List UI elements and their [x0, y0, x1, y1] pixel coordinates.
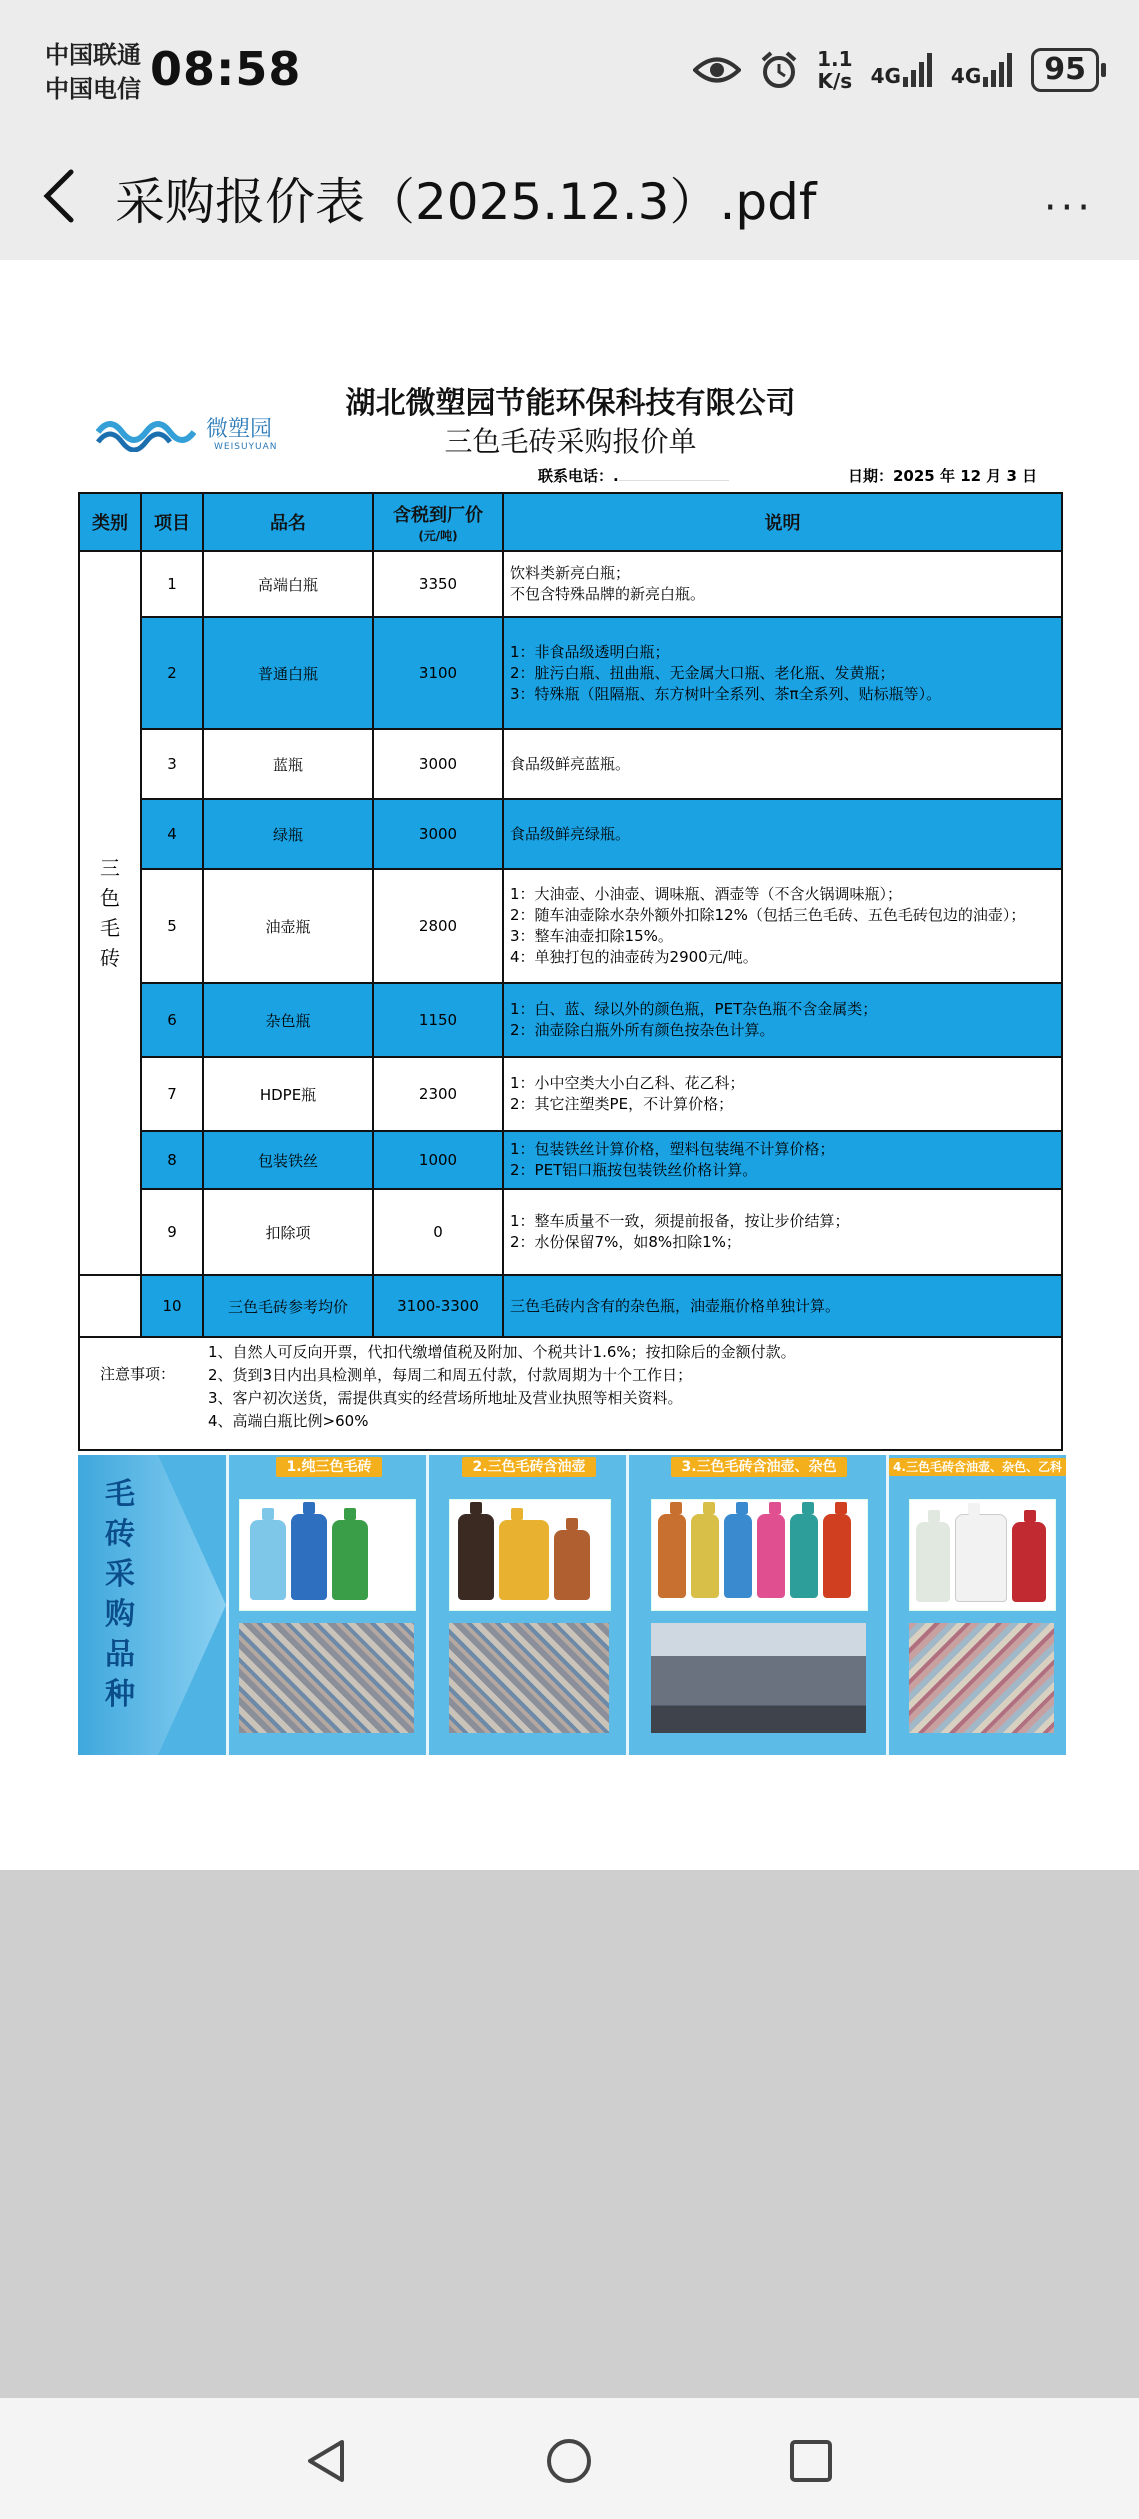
bottle	[658, 1514, 686, 1598]
table-row	[79, 869, 1062, 983]
row-desc	[503, 799, 1062, 869]
bottle	[291, 1514, 327, 1600]
empty-category-cell	[79, 1275, 141, 1337]
desc-line: 3：整车油壶扣除15%。	[510, 927, 673, 945]
desc-line: 2：其它注塑类PE，不计算价格；	[510, 1095, 734, 1113]
row-desc: 三色毛砖内含有的杂色瓶，油壶瓶价格单独计算。	[503, 1275, 1062, 1337]
desc-line: 1：大油壶、小油壶、调味瓶、酒壶等（不含火锅调味瓶）；	[510, 885, 903, 903]
desc-line: 食品级鲜亮蓝瓶。	[510, 754, 631, 773]
home-nav-icon[interactable]	[544, 2436, 594, 2486]
notes-list	[208, 1341, 796, 1433]
panel-title	[429, 1455, 629, 1479]
panel-title-text: 3.三色毛砖含油壶、杂色	[671, 1457, 846, 1477]
category-char: 砖	[100, 946, 120, 970]
form-title: 三色毛砖采购报价单	[444, 425, 697, 458]
net-speed	[817, 48, 852, 92]
company-name: 湖北微塑园节能环保科技有限公司	[345, 386, 796, 421]
net-speed-value: 1.1	[817, 47, 853, 71]
carrier-1: 中国联通	[45, 41, 141, 69]
status-bar	[0, 0, 1139, 130]
row-no: 3	[141, 729, 203, 799]
back-nav-icon[interactable]	[302, 2436, 352, 2486]
row-name: 三色毛砖参考均价	[203, 1275, 373, 1337]
category-cell	[79, 551, 141, 1275]
notes-section	[78, 1335, 1063, 1451]
banner-label-area	[78, 1455, 226, 1755]
net-type-1: 4G	[870, 64, 901, 88]
logo-subtext: WEISUYUAN	[214, 442, 278, 452]
mixed-bottles-photo	[651, 1499, 868, 1611]
alarm-icon	[759, 50, 799, 90]
row-desc	[503, 729, 1062, 799]
banner-char: 种	[105, 1677, 135, 1712]
row-name: 绿瓶	[203, 799, 373, 869]
app-title-bar	[0, 130, 1139, 260]
note-item: 2、货到3日内出具检测单，每周二和周五付款，付款周期为十个工作日；	[208, 1366, 693, 1384]
row-name: 扣除项	[203, 1189, 373, 1275]
row-no: 1	[141, 551, 203, 617]
carrier-info	[45, 38, 141, 106]
banner-char: 砖	[105, 1517, 135, 1552]
row-desc	[503, 1189, 1062, 1275]
net-type-2: 4G	[950, 64, 982, 88]
row-desc	[503, 617, 1062, 729]
desc-line: 2：油壶除白瓶外所有颜色按杂色计算。	[510, 1021, 775, 1039]
row-name: HDPE瓶	[203, 1057, 373, 1131]
row-no: 7	[141, 1057, 203, 1131]
status-icons	[693, 48, 1099, 92]
header-name: 品名	[203, 493, 373, 551]
row-name: 杂色瓶	[203, 983, 373, 1057]
desc-line: 1：非食品级透明白瓶；	[510, 642, 670, 661]
row-desc	[503, 869, 1062, 983]
category-label	[86, 853, 134, 973]
signal-1-icon	[871, 53, 933, 87]
bottle	[691, 1514, 719, 1598]
row-price: 3000	[373, 799, 503, 869]
notes-label: 注意事项：	[100, 1365, 176, 1383]
header-desc: 说明	[503, 493, 1062, 551]
table-row-average	[79, 1275, 1062, 1337]
bottles-photo	[239, 1499, 416, 1611]
clock: 08:58	[150, 42, 302, 96]
row-name: 普通白瓶	[203, 617, 373, 729]
table-row	[79, 1057, 1062, 1131]
row-name: 高端白瓶	[203, 551, 373, 617]
row-price: 3100	[373, 617, 503, 729]
panel-title	[889, 1455, 1066, 1479]
category-char: 色	[100, 886, 120, 910]
phone-redacted	[619, 466, 729, 481]
phone-label: 联系电话：.	[538, 467, 619, 485]
banner-char: 品	[105, 1637, 135, 1672]
row-price: 3350	[373, 551, 503, 617]
bottle	[554, 1530, 590, 1600]
product-banner	[78, 1455, 1063, 1755]
row-no: 10	[141, 1275, 203, 1337]
panel-title-text: 1.纯三色毛砖	[276, 1457, 381, 1477]
row-desc	[503, 1131, 1062, 1189]
category-char: 毛	[100, 916, 120, 940]
row-name: 蓝瓶	[203, 729, 373, 799]
table-row	[79, 1131, 1062, 1189]
row-price: 3000	[373, 729, 503, 799]
bottle	[955, 1514, 1007, 1602]
truck-photo	[651, 1623, 866, 1733]
row-price: 1000	[373, 1131, 503, 1189]
oil-bottles-photo	[449, 1499, 611, 1611]
containers-photo	[909, 1499, 1056, 1611]
row-desc	[503, 1057, 1062, 1131]
doc-header	[78, 378, 1063, 488]
product-panel-2	[426, 1455, 629, 1755]
desc-line: 1：包装铁丝计算价格，塑料包装绳不计算价格；	[510, 1140, 835, 1158]
banner-char: 采	[105, 1557, 135, 1592]
panel-title	[629, 1455, 889, 1479]
banner-char: 购	[105, 1597, 135, 1632]
table-row	[79, 551, 1062, 617]
bale-photo	[239, 1623, 414, 1733]
system-nav-bar	[0, 2398, 1139, 2519]
battery-icon: 95	[1031, 48, 1099, 92]
row-no: 9	[141, 1189, 203, 1275]
back-arrow-icon[interactable]	[35, 166, 85, 226]
bottle	[250, 1520, 286, 1600]
row-desc	[503, 551, 1062, 617]
table-row	[79, 799, 1062, 869]
net-speed-unit: K/s	[817, 69, 853, 93]
document-title: 采购报价表（2025.12.3）.pdf	[115, 173, 817, 231]
date-field: 日期：2025 年 12 月 3 日	[848, 467, 1038, 485]
table-row	[79, 617, 1062, 729]
phone-field	[538, 465, 729, 486]
row-price: 1150	[373, 983, 503, 1057]
desc-line: 2：PET铝口瓶按包装铁丝价格计算。	[510, 1161, 758, 1179]
desc-line: 1：白、蓝、绿以外的颜色瓶，PET杂色瓶不含金属类；	[510, 1000, 878, 1018]
row-no: 2	[141, 617, 203, 729]
desc-line: 2：脏污白瓶、扭曲瓶、无金属大口瓶、老化瓶、发黄瓶；	[510, 663, 895, 682]
panel-title-text: 4.三色毛砖含油壶、杂色、乙科	[889, 1458, 1066, 1476]
recents-nav-icon[interactable]	[786, 2436, 836, 2486]
bottle	[724, 1514, 752, 1598]
table-row	[79, 729, 1062, 799]
row-price: 0	[373, 1189, 503, 1275]
row-desc	[503, 983, 1062, 1057]
banner-char: 毛	[105, 1477, 135, 1512]
desc-line: 2：水份保留7%，如8%扣除1%；	[510, 1233, 741, 1251]
row-no: 6	[141, 983, 203, 1057]
bottle	[1012, 1522, 1046, 1602]
row-price: 3100-3300	[373, 1275, 503, 1337]
product-panel-4	[886, 1455, 1066, 1755]
desc-line: 饮料类新亮白瓶；	[510, 564, 631, 582]
bottle	[757, 1514, 785, 1598]
bottle	[790, 1514, 818, 1598]
note-item: 1、自然人可反向开票，代扣代缴增值税及附加、个税共计1.6%；按扣除后的金额付款。	[208, 1343, 796, 1361]
header-category: 类别	[79, 493, 141, 551]
header-price	[373, 493, 503, 551]
eye-icon	[693, 55, 741, 85]
signal-2-icon	[951, 53, 1013, 87]
note-item: 4、高端白瓶比例>60%	[208, 1412, 369, 1430]
note-item: 3、客户初次送货，需提供真实的经营场所地址及营业执照等相关资料。	[208, 1389, 683, 1407]
banner-title	[100, 1475, 140, 1715]
logo-text: 微塑园	[206, 417, 273, 442]
bottle	[916, 1522, 950, 1602]
panel-title	[229, 1455, 429, 1479]
row-price: 2800	[373, 869, 503, 983]
header-price-label: 含税到厂价	[393, 504, 483, 526]
bottle	[823, 1514, 851, 1598]
row-name: 包装铁丝	[203, 1131, 373, 1189]
table-row	[79, 1189, 1062, 1275]
desc-line: 食品级鲜亮绿瓶。	[510, 824, 631, 843]
desc-line: 2：随车油壶除水杂外额外扣除12%（包括三色毛砖、五色毛砖包边的油壶）；	[510, 906, 1026, 924]
bale-photo	[449, 1623, 609, 1733]
row-price: 2300	[373, 1057, 503, 1131]
panel-title-text: 2.三色毛砖含油壶	[462, 1457, 595, 1477]
desc-line: 4：单独打包的油壶砖为2900元/吨。	[510, 948, 758, 966]
desc-line: 1：整车质量不一致，须提前报备，按让步价结算；	[510, 1212, 850, 1230]
table-header-row	[79, 493, 1062, 551]
bale-photo	[909, 1623, 1054, 1733]
bottle	[332, 1520, 368, 1600]
desc-line: 1：小中空类大小白乙科、花乙科；	[510, 1074, 745, 1092]
desc-line: 不包含特殊品牌的新亮白瓶。	[510, 585, 706, 603]
row-no: 8	[141, 1131, 203, 1189]
more-options-icon[interactable]: ···	[1043, 185, 1094, 231]
category-char: 三	[100, 856, 120, 880]
product-panel-1	[226, 1455, 429, 1755]
carrier-2: 中国电信	[45, 75, 141, 103]
table-row	[79, 983, 1062, 1057]
bottle	[499, 1520, 549, 1600]
product-panel-3	[626, 1455, 889, 1755]
quote-table	[78, 492, 1063, 1338]
desc-line: 3：特殊瓶（阻隔瓶、东方树叶全系列、茶π全系列、贴标瓶等）。	[510, 684, 942, 703]
bottle	[458, 1514, 494, 1600]
row-no: 4	[141, 799, 203, 869]
header-item: 项目	[141, 493, 203, 551]
header-price-unit: (元/吨)	[418, 528, 458, 543]
row-name: 油壶瓶	[203, 869, 373, 983]
row-no: 5	[141, 869, 203, 983]
